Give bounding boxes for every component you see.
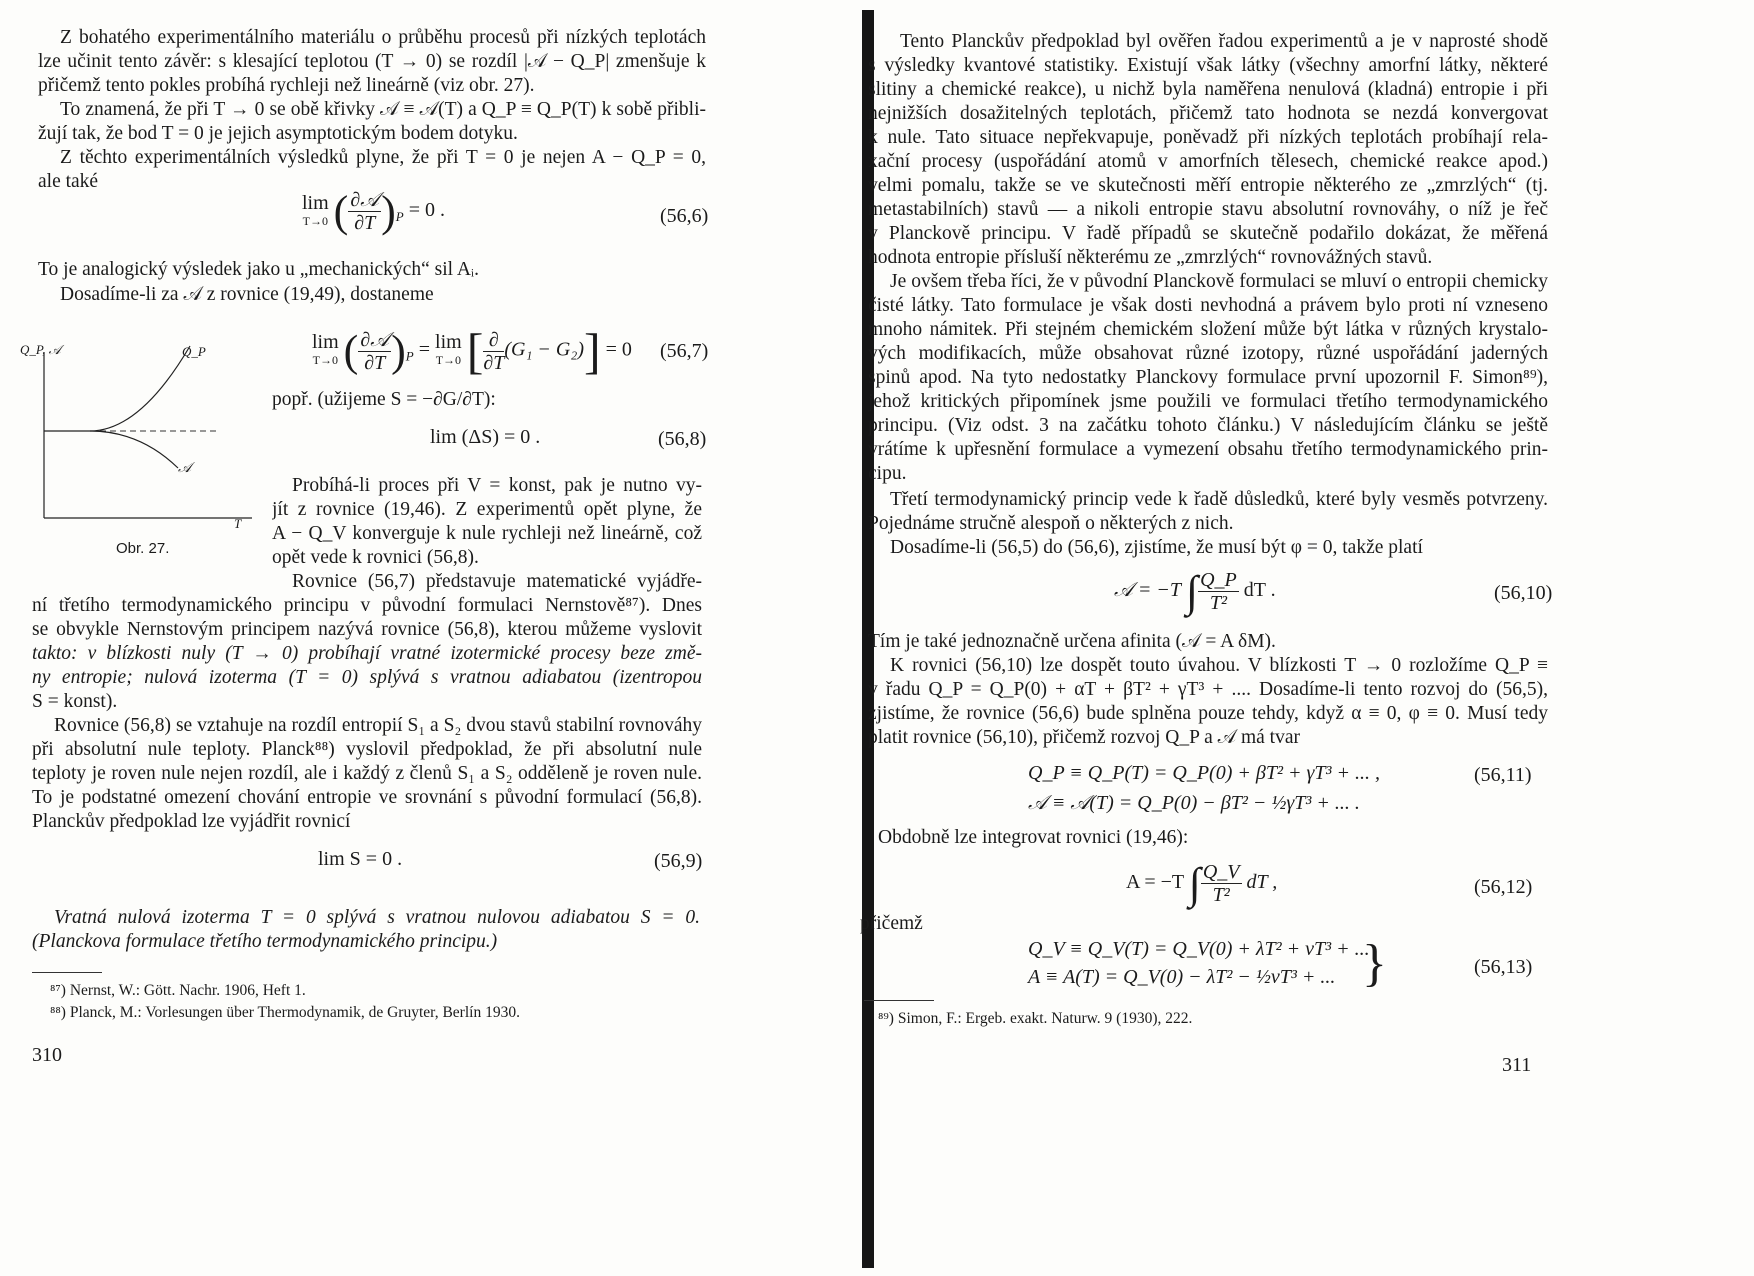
footnote: ⁸⁹) Simon, F.: Ergeb. exakt. Naturw. 9 (1930), 222. <box>878 1010 1193 1027</box>
text-line: velmi pomalu, takže se ve skutečnosti měří entropie některého ze „zmrzlých“ (tj. <box>868 175 1548 196</box>
equation-56-12: A = −T ∫ $\frac{Q\_V}{\text{T²}}$ dT , <box>1126 859 1278 908</box>
text-line: metastabilních) stavů — a nikoli entropie stavu absolutní rovnováhy, o níž je řeč <box>868 199 1548 220</box>
text-line: Rovnice (56,7) představuje matematické vyjádře- <box>292 571 702 592</box>
text-line: vých modifikacích, může obsahovat různé izotopy, různé uspořádání jaderných <box>868 343 1548 364</box>
bracket-content: (G₁ − G₂) <box>504 338 584 361</box>
text-line: hodnota entropie přísluší některému ze „zmrzlých“ rovnovážných stavů. <box>868 247 1433 268</box>
text-line: Rovnice (56,8) se vztahuje na rozdíl entropií S₁ a S₂ dvou stavů stabilní rovnováhy <box>54 715 702 736</box>
equation-56-11a: Q_P ≡ Q_P(T) = Q_P(0) + βT² + γT³ + ... , <box>1028 762 1380 784</box>
text-line: Dosadíme-li (56,5) do (56,6), zjistíme, že musí být φ = 0, takže platí <box>890 537 1423 558</box>
equation-tail: dT . <box>1243 579 1276 602</box>
fraction-denominator: ∂T <box>483 351 505 374</box>
equation-number: (56,8) <box>658 428 707 450</box>
fraction-numerator: ∂𝒜 <box>360 328 390 351</box>
lim-subscript: T→0 <box>302 213 328 228</box>
curve-label-a: 𝒜 <box>178 461 192 476</box>
text-line: nejnižších dosažitelných teplotách, přičemž tato hodnota se nezdá konvergovat <box>868 103 1548 124</box>
fraction-numerator: Q_V <box>1202 861 1240 883</box>
fraction-numerator: ∂ <box>483 329 504 352</box>
text-line: vrátíme k upřesnění formulace a vymezení obsahu třetího termodynamického prin- <box>868 439 1548 460</box>
equation-number: (56,7) <box>660 340 709 362</box>
text-line: spinů apod. Na tyto nedostatky Planckovy formulace první upozornil F. Simon⁸⁹), <box>868 367 1548 388</box>
lim-subscript: T→0 <box>435 353 462 367</box>
right-page <box>860 0 1754 1276</box>
text-line: Třetí termodynamický princip vede k řadě důsledků, které byly vesměs potvrzeny. <box>890 489 1548 510</box>
text-line: přičemž <box>860 913 923 934</box>
fraction-numerator: Q_P <box>1200 569 1237 591</box>
equals-sign: = <box>418 338 431 361</box>
text-line: opět vede k rovnici (56,8). <box>272 547 479 568</box>
lim-operator: lim <box>312 331 339 353</box>
equation-rhs: = 0 <box>605 338 632 361</box>
text-line: čisté látky. Tato formulace je však dosti nevhodná a právem bylo proti ní vzneseno <box>868 295 1548 316</box>
figure-caption: Obr. 27. <box>116 540 170 557</box>
text-line: Je ovšem třeba říci, že v původní Planckově formulaci se mluví o entropii chemicky <box>890 271 1548 292</box>
text-line: A − Q_V konverguje k nule rychleji než lineárně, což <box>272 523 702 544</box>
text-line: To je podstatné omezení chování entropie ve srovnání s původní formulací (56,8). <box>32 787 702 808</box>
text-line: popř. (užijeme S = −∂G/∂T): <box>272 389 496 410</box>
text-line: teploty je roven nule nejen rozdíl, ale i každý z členů S₁ a S₂ odděleně je roven nule. <box>32 763 702 784</box>
text-line: slitiny a chemické reakce), u nichž byla naměřena nenulová (kladná) entropie i při <box>868 79 1548 100</box>
text-line: žují tak, že bod T = 0 je jejich asymptotickým bodem dotyku. <box>38 123 518 144</box>
text-line: Tím je také jednoznačně určena afinita (𝒜 = A δM). <box>868 631 1276 652</box>
text-line: ní třetího termodynamického principu v původní formulaci Nernstově⁸⁷). Dnes <box>32 595 702 616</box>
text-line: zjistíme, že rovnice (56,6) bude splněna pouze tehdy, když α ≡ 0, φ ≡ 0. Musí tedy <box>868 703 1548 724</box>
text-line: jehož kritických připomínek jsme použili ve formulaci třetího termodynamického <box>868 391 1548 412</box>
text-line: cipu. <box>868 463 907 484</box>
text-line: principu. (Viz odst. 3 na začátku tohoto článku.) V následujícím článku se ještě <box>868 415 1548 436</box>
text-line: k nule. Tato situace nepřekvapuje, poněvadž při nízkých teplotách probíhají rela- <box>868 127 1548 148</box>
equation-tail: dT , <box>1246 871 1278 894</box>
text-line: v řadu Q_P = Q_P(0) + αT + βT² + γT³ + .... Dosadíme-li tento rozvoj do (56,5), <box>868 679 1548 700</box>
equation-56-13a: Q_V ≡ Q_V(T) = Q_V(0) + λT² + νT³ + ... <box>1028 938 1370 960</box>
fraction-numerator: ∂𝒜 <box>350 189 380 211</box>
lim-subscript: T→0 <box>312 353 338 367</box>
equation-56-13b: A ≡ A(T) = Q_V(0) − λT² − ½νT³ + ... <box>1028 966 1336 988</box>
text-line: Z těchto experimentálních výsledků plyne, že při T = 0 je nejen A − Q_P = 0, <box>60 147 706 168</box>
equation-number: (56,11) <box>1474 764 1532 786</box>
equation-number: (56,12) <box>1474 876 1533 898</box>
equation-56-10: 𝒜 = −T ∫ $\frac{Q\_P}{\text{T²}}$ dT . <box>1114 567 1276 616</box>
footnote: ⁸⁸) Planck, M.: Vorlesungen über Thermodynamik, de Gruyter, Berlín 1930. <box>50 1004 520 1021</box>
equation-56-7: lim T→0 ( $\frac{\text{∂𝒜}}{\partial T}$ )$_P = \lim$ T→0 [ $\frac{\partial}{\partial T}$ (G₁ − G₂)] = 0 <box>312 323 632 379</box>
text-line: ale také <box>38 171 99 192</box>
text-line: Pojednáme stručně alespoň o některých z nich. <box>868 513 1234 534</box>
text-line: To znamená, že při T → 0 se obě křivky 𝒜 ≡ 𝒜(T) a Q_P ≡ Q_P(T) k sobě přibli- <box>60 99 706 120</box>
equation-56-8: lim (ΔS) = 0 . <box>430 426 541 448</box>
equation-lhs: A = −T <box>1126 871 1184 894</box>
text-line: jít z rovnice (19,46). Z experimentů opět plyne, že <box>272 499 702 520</box>
text-line: xační procesy (uspořádání atomů v amorfních tělesech, chemické reakce apod.) <box>868 151 1548 172</box>
text-line: takto: v blízkosti nuly (T → 0) probíhají vratné izotermické procesy beze změ- <box>32 643 702 664</box>
text-line: (Planckova formulace třetího termodynamického principu.) <box>32 931 498 952</box>
subscript: P <box>405 348 414 364</box>
equation-56-6: lim T→0 ( $\frac{\text{∂𝒜}}{\partial T}$ )$_P = 0$ . <box>302 187 446 236</box>
y-axis-label: Q_P, 𝒜 <box>20 342 61 357</box>
text-line: s výsledky kvantové statistiky. Existují však látky (všechny amorfní látky, některé <box>868 55 1548 76</box>
lim-operator: lim <box>435 331 462 353</box>
text-line: mnoho námitek. Při stejném chemickém složení může být látka v různých krystalo- <box>868 319 1548 340</box>
curve-label-qp: Q_P <box>182 344 206 359</box>
equation-number: (56,10) <box>1494 582 1553 604</box>
text-line: Obdobně lze integrovat rovnici (19,46): <box>878 827 1189 848</box>
footnote-rule <box>32 972 102 973</box>
text-line: Probíhá-li proces při V = konst, pak je nutno vy- <box>292 475 702 496</box>
text-line: Dosadíme-li za 𝒜 z rovnice (19,49), dostaneme <box>60 284 434 305</box>
equation-lhs: 𝒜 = −T <box>1114 579 1182 602</box>
figure-27 <box>20 336 260 556</box>
text-line: lze učinit tento závěr: s klesající teplotou (T → 0) se rozdíl |𝒜 − Q_P| zmenšuje k <box>38 51 706 72</box>
equation-56-9: lim S = 0 . <box>318 848 403 870</box>
equation-number: (56,13) <box>1474 956 1533 978</box>
text-line: v Planckově principu. V řadě případů se skutečně podařilo dokázat, že měřená <box>868 223 1548 244</box>
text-line: Vratná nulová izoterma T = 0 splývá s vratnou nulovou adiabatou S = 0. <box>54 907 700 928</box>
text-line: se obvykle Nernstovým principem nazývá rovnice (56,8), kterou můžeme vyslovit <box>32 619 702 640</box>
text-line: Z bohatého experimentálního materiálu o průběhu procesů při nízkých teplotách <box>60 27 706 48</box>
text-line: To je analogický výsledek jako u „mechanických“ sil Aᵢ. <box>38 259 479 280</box>
text-line: při absolutní nule teploty. Planck⁸⁸) vyslovil předpoklad, že při absolutní nule <box>32 739 702 760</box>
left-page <box>0 0 860 1276</box>
footnote: ⁸⁷) Nernst, W.: Gött. Nachr. 1906, Heft 1. <box>50 982 306 999</box>
text-line: S = konst). <box>32 691 118 712</box>
equation-56-11b: 𝒜 ≡ 𝒜(T) = Q_P(0) − βT² − ½γT³ + ... . <box>1028 792 1360 814</box>
text-line: platit rovnice (56,10), přičemž rozvoj Q_P a 𝒜 má tvar <box>868 727 1300 748</box>
text-line: přičemž tento pokles probíhá rychleji než lineárně (viz obr. 27). <box>38 75 535 96</box>
equation-number: (56,9) <box>654 850 703 872</box>
fraction-denominator: ∂T <box>354 212 376 234</box>
figure-plot <box>20 336 260 556</box>
text-line: ny entropie; nulová izoterma (T = 0) splývá s vratnou adiabatou (izentropou <box>32 667 702 688</box>
lim-operator: lim <box>302 191 329 214</box>
text-line: Tento Planckův předpoklad byl ověřen řadou experimentů a je v naprosté shodě <box>900 31 1548 52</box>
brace: } <box>1362 935 1387 992</box>
fraction-denominator: T² <box>1209 592 1227 614</box>
x-axis-label: T <box>234 516 242 531</box>
page-number: 310 <box>32 1044 62 1066</box>
fraction-denominator: T² <box>1212 884 1230 906</box>
text-line: Planckův předpoklad lze vyjádřit rovnicí <box>32 811 351 832</box>
footnote-rule <box>864 1000 934 1001</box>
text-line: K rovnici (56,10) lze dospět touto úvahou. V blízkosti T → 0 rozložíme Q_P ≡ <box>890 655 1548 676</box>
equation-rhs: = 0 . <box>408 199 446 222</box>
equation-number: (56,6) <box>660 205 709 227</box>
page-number: 311 <box>1502 1054 1532 1076</box>
subscript: P <box>395 209 404 225</box>
fraction-denominator: ∂T <box>364 351 386 374</box>
